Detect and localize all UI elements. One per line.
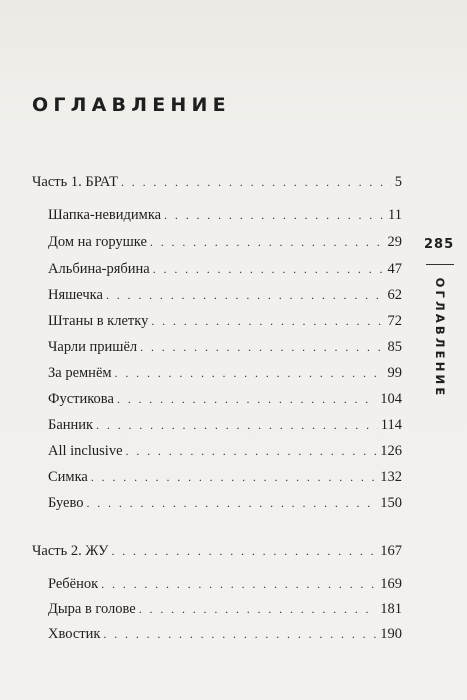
toc-entry-page: 169: [380, 576, 402, 592]
toc-entry-title: Банник: [48, 417, 94, 433]
dot-leader: [151, 312, 384, 330]
dot-leader: [150, 233, 385, 251]
toc-chapter[interactable]: [48, 364, 402, 382]
toc-chapter[interactable]: [48, 206, 402, 224]
toc-entry-page: 29: [387, 234, 402, 250]
toc-entry-page: 99: [387, 365, 402, 381]
toc-chapter[interactable]: [48, 442, 402, 460]
dot-leader: [96, 416, 378, 434]
divider: [426, 264, 454, 265]
dot-leader: [91, 468, 377, 486]
toc-chapter[interactable]: [48, 338, 402, 356]
toc-chapter[interactable]: [48, 494, 402, 512]
dot-leader: [115, 364, 385, 382]
toc-entry-page: 114: [380, 417, 402, 433]
toc-entry-page: 5: [394, 174, 402, 190]
toc-entry-page: 126: [380, 443, 402, 459]
toc-entry-title: Шапка-невидимка: [48, 207, 162, 223]
dot-leader: [140, 338, 384, 356]
toc-entry-page: 62: [387, 287, 402, 303]
toc-entry-page: 190: [380, 626, 402, 642]
toc-chapter[interactable]: [48, 625, 402, 643]
toc-entry-title: Штаны в клетку: [48, 313, 149, 329]
dot-leader: [117, 390, 377, 408]
toc-chapter[interactable]: [48, 600, 402, 618]
toc-entry-title: Хвостик: [48, 626, 101, 642]
toc-entry-page: 104: [380, 391, 402, 407]
running-title: [430, 277, 450, 399]
dot-leader: [111, 542, 377, 560]
toc-entry-title: Альбина-рябина: [48, 261, 150, 277]
toc-chapter[interactable]: [48, 233, 402, 251]
toc-entry-title: Буево: [48, 495, 84, 511]
toc-entry-title: Няшечка: [48, 287, 103, 303]
dot-leader: [101, 575, 377, 593]
page-number: 285: [424, 237, 455, 252]
toc-entry-page: 150: [380, 495, 402, 511]
dot-leader: [86, 494, 377, 512]
toc-entry-title: За ремнём: [48, 365, 112, 381]
toc-entry-page: 11: [388, 207, 402, 223]
dot-leader: [106, 286, 385, 304]
toc-entry-title: Дом на горушке: [48, 234, 147, 250]
toc-chapter[interactable]: [48, 312, 402, 330]
toc-chapter[interactable]: [48, 286, 402, 304]
toc-entry-page: 132: [380, 469, 402, 485]
toc-entry-title: Чарли пришёл: [48, 339, 138, 355]
dot-leader: [103, 625, 377, 643]
dot-leader: [139, 600, 378, 618]
toc-entry-title: Ребёнок: [48, 576, 99, 592]
toc-chapter[interactable]: [48, 468, 402, 486]
toc-entry-page: 181: [380, 601, 402, 617]
page-title: ОГЛАВЛЕНИЕ: [32, 94, 231, 116]
toc-chapter[interactable]: [48, 260, 402, 278]
toc-part-2[interactable]: [32, 542, 402, 560]
toc-entry-page: 85: [387, 339, 402, 355]
toc-part-1[interactable]: [32, 173, 402, 191]
toc-entry-page: 72: [387, 313, 402, 329]
toc-entry-title: Симка: [48, 469, 88, 485]
dot-leader: [121, 173, 392, 191]
toc-entry-title: Часть 2. ЖУ: [32, 543, 109, 559]
running-title-text: ОГЛАВЛЕНИЕ: [433, 277, 447, 399]
toc-entry-page: 47: [387, 261, 402, 277]
toc-chapter[interactable]: [48, 390, 402, 408]
dot-leader: [153, 260, 385, 278]
toc-entry-title: Дыра в голове: [48, 601, 136, 617]
dot-leader: [164, 206, 385, 224]
toc-entry-title: Часть 1. БРАТ: [32, 174, 118, 190]
toc-entry-title: Фустикова: [48, 391, 114, 407]
toc-chapter[interactable]: [48, 416, 402, 434]
dot-leader: [126, 442, 378, 460]
toc-chapter[interactable]: [48, 575, 402, 593]
toc-entry-title: All inclusive: [48, 443, 123, 459]
toc-entry-page: 167: [380, 543, 402, 559]
